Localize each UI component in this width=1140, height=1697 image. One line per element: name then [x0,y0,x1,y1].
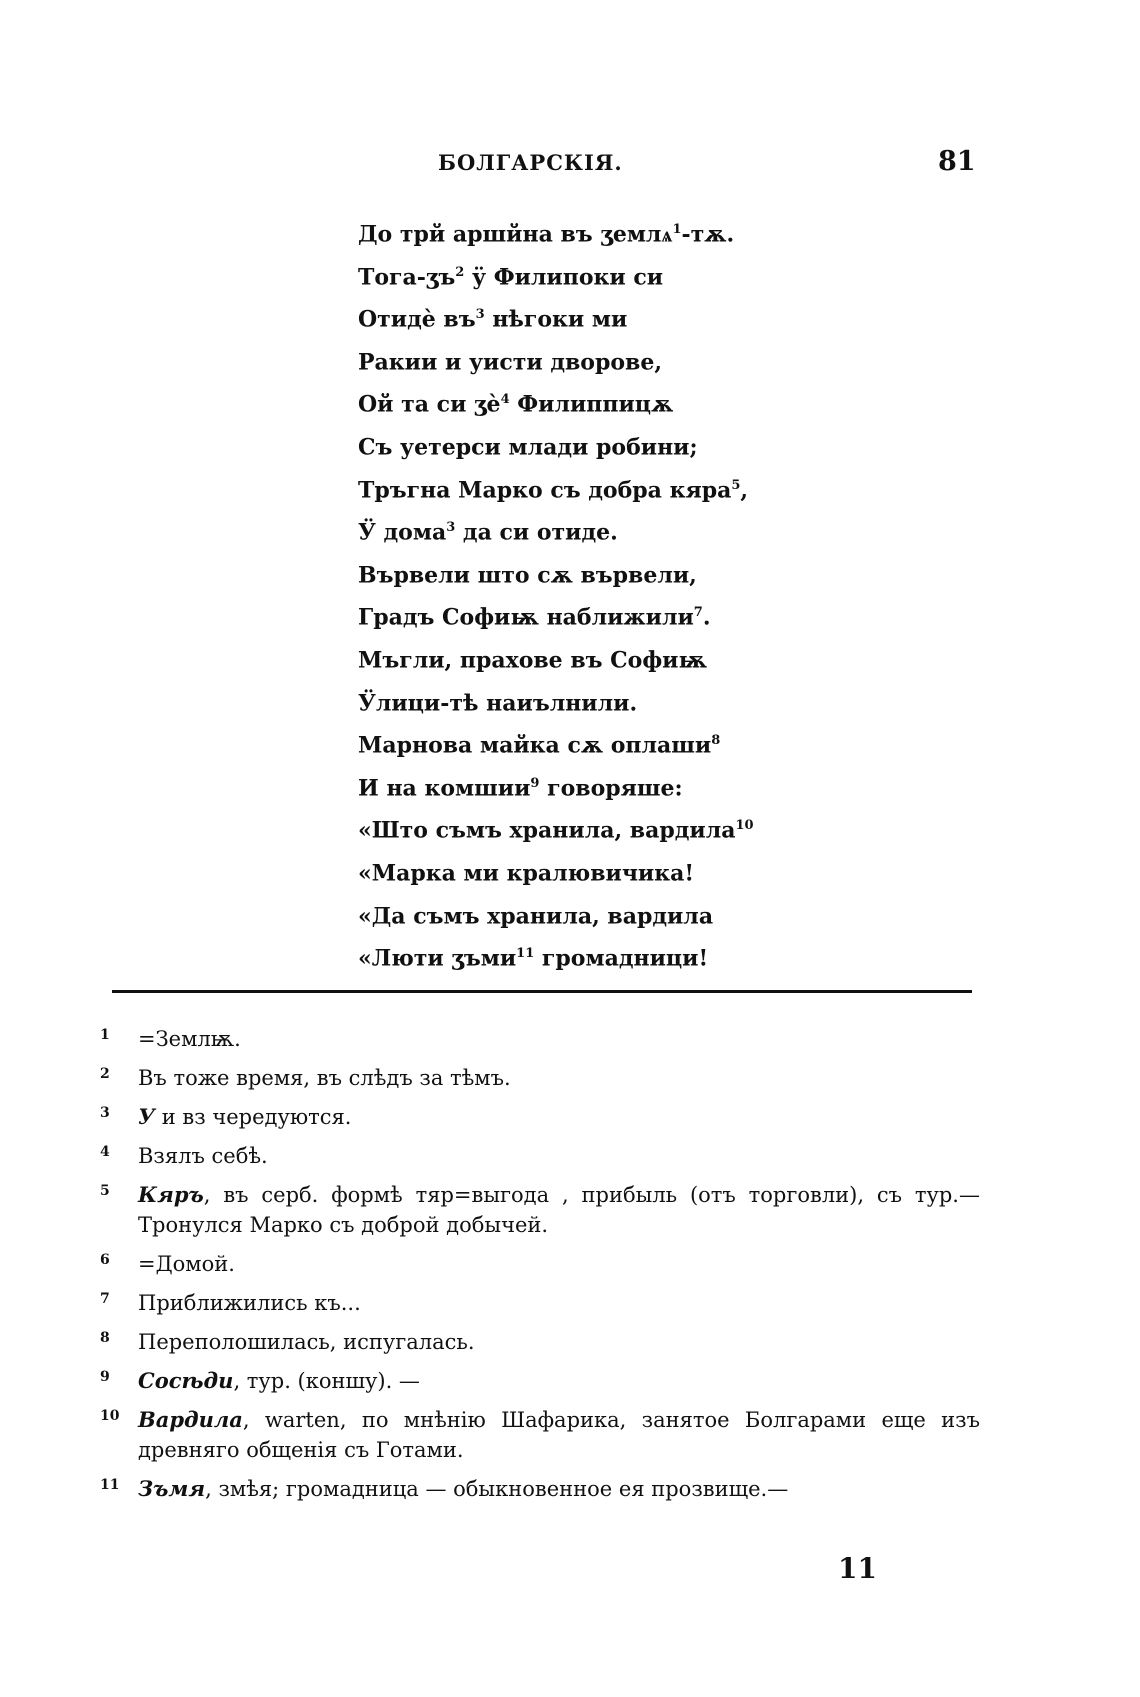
verse-block [358,212,754,979]
footnotes-list [100,1024,980,1513]
verse-line: Тръгна Марко съ добра кяра$^5$, [358,476,749,503]
verse-line: «Люти ӡъми$^{11}$ громадници! [358,945,709,972]
verse-line: Ракии и уисти дворове, [358,349,662,376]
signature-mark: 11 [838,1552,877,1585]
footnote: 9 Сосѣди, тур. (коншу). — [100,1368,420,1393]
footnote: 8 Переполошилась, испугалась. [100,1330,475,1354]
verse-line: Вървели што сѫ вървели, [358,562,697,589]
footnote: 11 Зъмя, змѣя; громадница — обыкновенное ея прозвище.— [100,1476,789,1501]
verse-line: До трй аршйна въ ӡемлѧ$^1$-тѫ. [358,221,735,248]
footnote: 3 У и вз чередуются. [100,1104,352,1129]
verse-line: Ӱ дома$^3$ да си отиде. [358,519,618,546]
verse-line: Тога-$ӡъ^2$ ӱ Филипоки си [358,263,664,290]
footnote: 7 Приближились къ... [100,1291,361,1315]
verse-line: Ӱлици-тѣ наиълнили. [358,689,638,716]
verse-line: Марнова майка сѫ оплаши$^8$ [358,732,721,759]
footnote: 4 Взялъ себѣ. [100,1144,268,1168]
verse-line: «Да съмъ хранила, вардила [358,902,714,929]
verse-line: «Што съмъ хранила, вардила$^{10}$ [358,817,754,844]
verse-line: Градъ Софиѭ наближили$^7$. [358,604,711,631]
verse-line: Отидѐ $въ^3$ нѣгоки ми [358,306,628,333]
footnote: 10 Вардила, warten, по мнѣнію Шафарика, занятое Болгарами еще изъ древняго общенія съ Готами. [100,1407,980,1462]
footnote: 1 =Землѭ. [100,1027,241,1051]
page-number: 81 [938,146,976,177]
footnote-divider [112,990,972,993]
verse-line: Съ уетерси млади робини; [358,434,698,461]
verse-line: «Марка ми кралювичика! [358,860,695,887]
verse-line: Мъгли, прахове въ Софиѭ [358,647,708,674]
running-header: БОЛГАРСКІЯ. [438,150,623,175]
verse-line: И на комшии$^9$ говоряше: [358,775,683,802]
footnote: 5 Кяръ, въ серб. формѣ тяр=выгода , прибыль (отъ торговли), съ тур.— Тронулся Марко съ доброй добычей. [100,1182,980,1237]
footnote: 6 =Домой. [100,1252,235,1276]
footnote: 2 Въ тоже время, въ слѣдъ за тѣмъ. [100,1066,511,1090]
verse-line: Ой та си $ӡѐ^4$ Филиппицѫ [358,391,674,418]
